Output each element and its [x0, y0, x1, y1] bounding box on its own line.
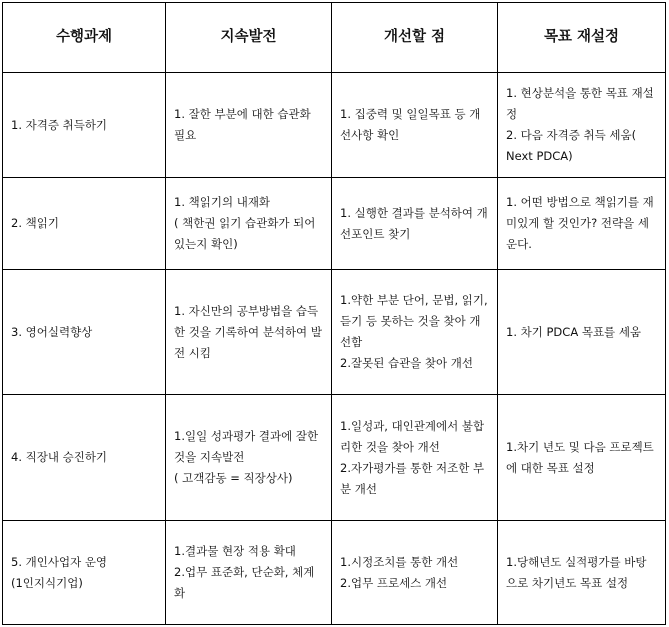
improve-cell: 1.약한 부분 단어, 문법, 읽기, 듣기 등 못하는 것을 찾아 개선함 2.잘못된 습관을 찾아 개선: [332, 270, 498, 395]
sustain-cell: 1.일일 성과평가 결과에 잘한 것을 지속발전 ( 고객감동 = 직장상사): [166, 395, 332, 521]
header-reset: 목표 재설정: [498, 3, 666, 73]
sustain-cell: 1.결과물 현장 적용 확대 2.업무 표준화, 단순화, 체계화: [166, 521, 332, 625]
improve-cell: 1. 실행한 결과를 분석하여 개선포인트 찾기: [332, 178, 498, 270]
task-cell: 3. 영어실력향상: [3, 270, 166, 395]
sustain-cell: 1. 자신만의 공부방법을 습득한 것을 기록하여 분석하여 발전 시킴: [166, 270, 332, 395]
table-row: [3, 270, 666, 395]
table-row: [3, 395, 666, 521]
header-improve: 개선할 점: [332, 3, 498, 73]
task-cell: 5. 개인사업자 운영 (1인지식기업): [3, 521, 166, 625]
reset-cell: 1.당해년도 실적평가를 바탕으로 차기년도 목표 설정: [498, 521, 666, 625]
table-row: [3, 178, 666, 270]
reset-cell: 1. 차기 PDCA 목표를 세움: [498, 270, 666, 395]
sustain-cell: 1. 잘한 부분에 대한 습관화 필요: [166, 73, 332, 178]
task-cell: 1. 자격증 취득하기: [3, 73, 166, 178]
header-task: 수행과제: [3, 3, 166, 73]
task-cell: 2. 책읽기: [3, 178, 166, 270]
sustain-cell: 1. 책읽기의 내재화 ( 책한권 읽기 습관화가 되어 있는지 확인): [166, 178, 332, 270]
header-sustain: 지속발전: [166, 3, 332, 73]
reset-cell: 1.차기 년도 및 다음 프로젝트에 대한 목표 설정: [498, 395, 666, 521]
table-row: [3, 521, 666, 625]
task-cell: 4. 직장내 승진하기: [3, 395, 166, 521]
header-row: [3, 3, 666, 73]
reset-cell: 1. 현상분석을 통한 목표 재설정 2. 다음 자격증 취득 세움( Next PDCA): [498, 73, 666, 178]
improve-cell: 1.일성과, 대인관계에서 불합리한 것을 찾아 개선 2.자가평가를 통한 저조한 부분 개선: [332, 395, 498, 521]
reset-cell: 1. 어떤 방법으로 책읽기를 재미있게 할 것인가? 전략을 세운다.: [498, 178, 666, 270]
improve-cell: 1. 집중력 및 일일목표 등 개선사항 확인: [332, 73, 498, 178]
pdca-table: [2, 2, 666, 625]
improve-cell: 1.시정조치를 통한 개선 2.업무 프로세스 개선: [332, 521, 498, 625]
table-row: [3, 73, 666, 178]
